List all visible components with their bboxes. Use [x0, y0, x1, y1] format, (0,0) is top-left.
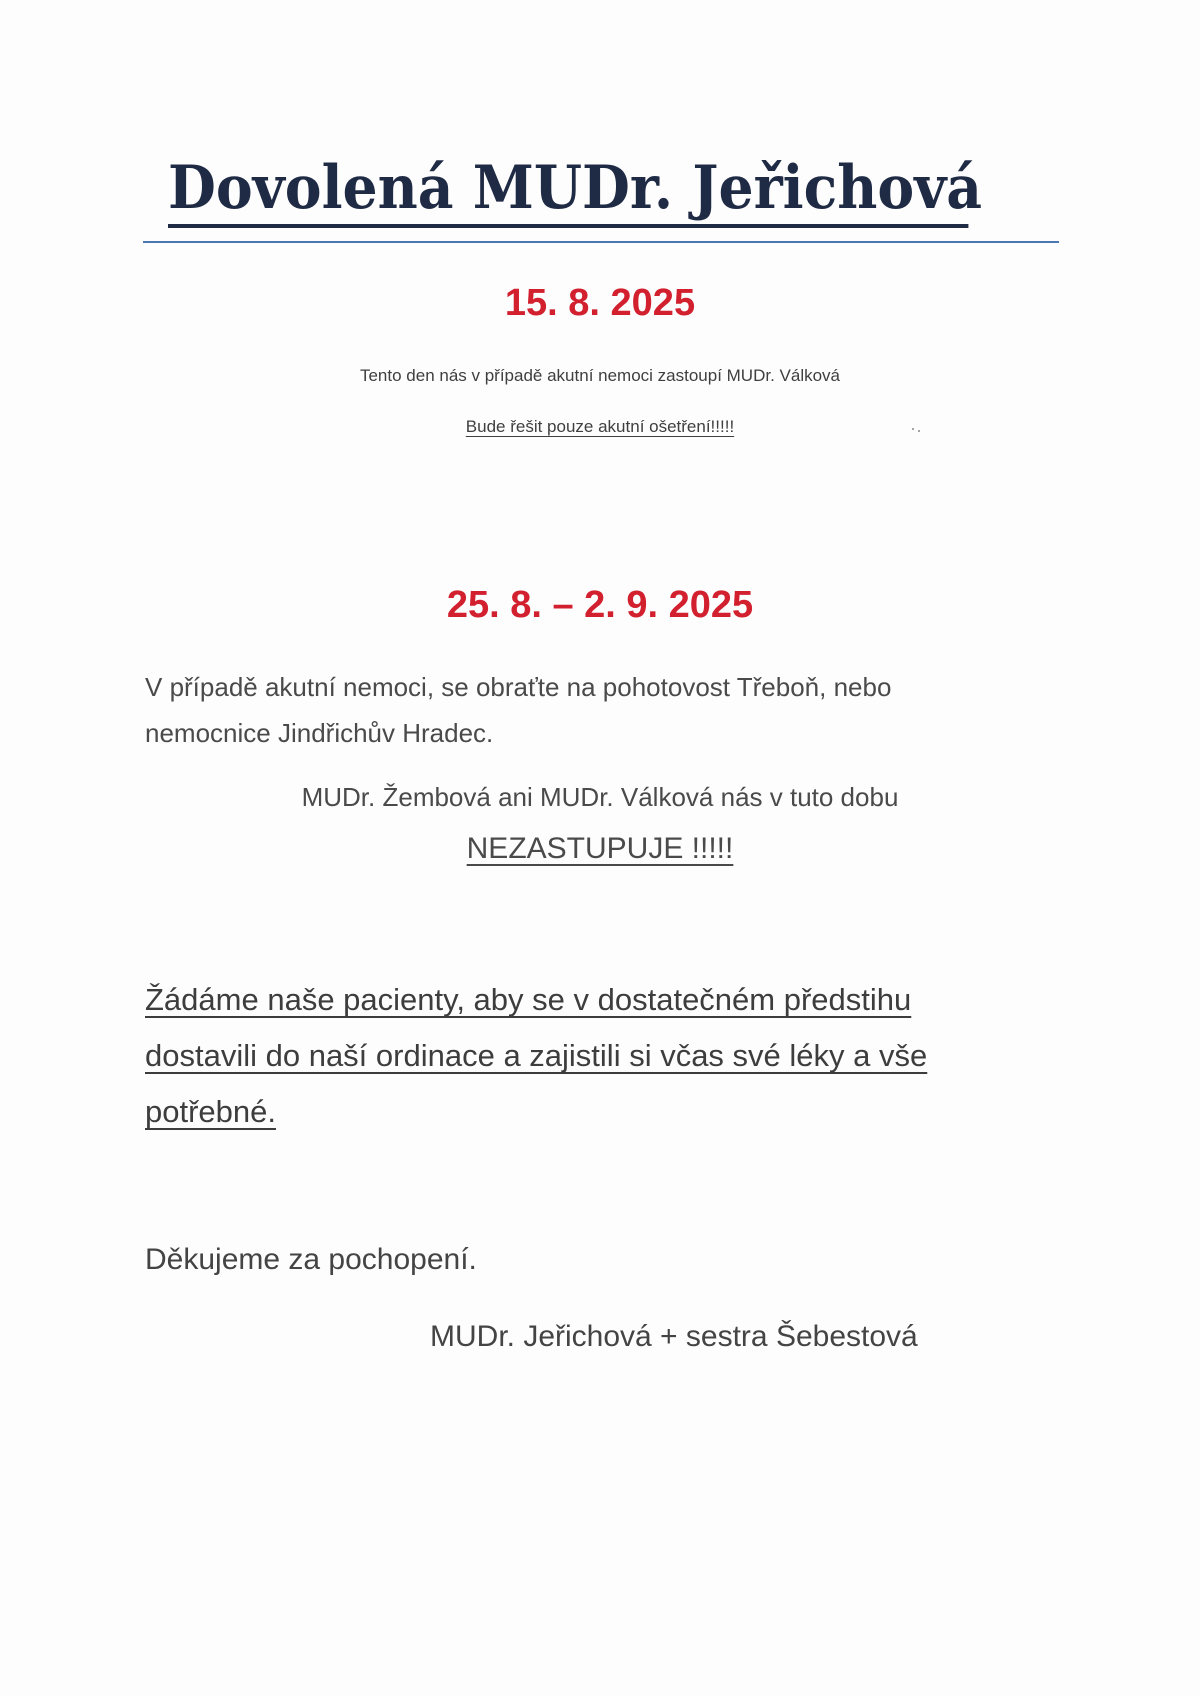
no-substitute-line: MUDr. Žembová ani MUDr. Válková nás v tuto dobu [301, 782, 899, 812]
page-title: Dovolená MUDr. Jeřichová [168, 152, 968, 228]
emergency-line-2: nemocnice Jindřichův Hradec. [145, 718, 494, 748]
signature: MUDr. Jeřichová + sestra Šebestová [430, 1320, 918, 1353]
emergency-paragraph [145, 664, 1065, 756]
nezastupuje-text: NEZASTUPUJE !!!!! [466, 832, 734, 865]
thanks-line: Děkujeme za pochopení. [145, 1243, 477, 1276]
scan-speck [918, 430, 920, 432]
no-substitute-emphasis [0, 826, 1200, 872]
acute-only-text: Bude řešit pouze akutní ošetření!!!!! [465, 417, 735, 436]
request-line-2: dostavili do naší ordinace a zajistili si včas své léky a vše [145, 1038, 928, 1073]
substitute-notice: Tento den nás v případě akutní nemoci zastoupí MUDr. Válková [359, 366, 841, 385]
acute-only-notice [0, 417, 1200, 437]
date-range: 25. 8. – 2. 9. 2025 [446, 584, 754, 626]
date-single-day: 15. 8. 2025 [504, 282, 696, 324]
patient-request [145, 972, 1085, 1140]
request-line-1: Žádáme naše pacienty, aby se v dostatečném předstihu [145, 982, 912, 1017]
title-divider [143, 241, 1059, 243]
scan-speck [912, 428, 914, 430]
request-line-3: potřebné. [145, 1094, 276, 1129]
emergency-line-1: V případě akutní nemoci, se obraťte na pohotovost Třeboň, nebo [145, 672, 892, 702]
